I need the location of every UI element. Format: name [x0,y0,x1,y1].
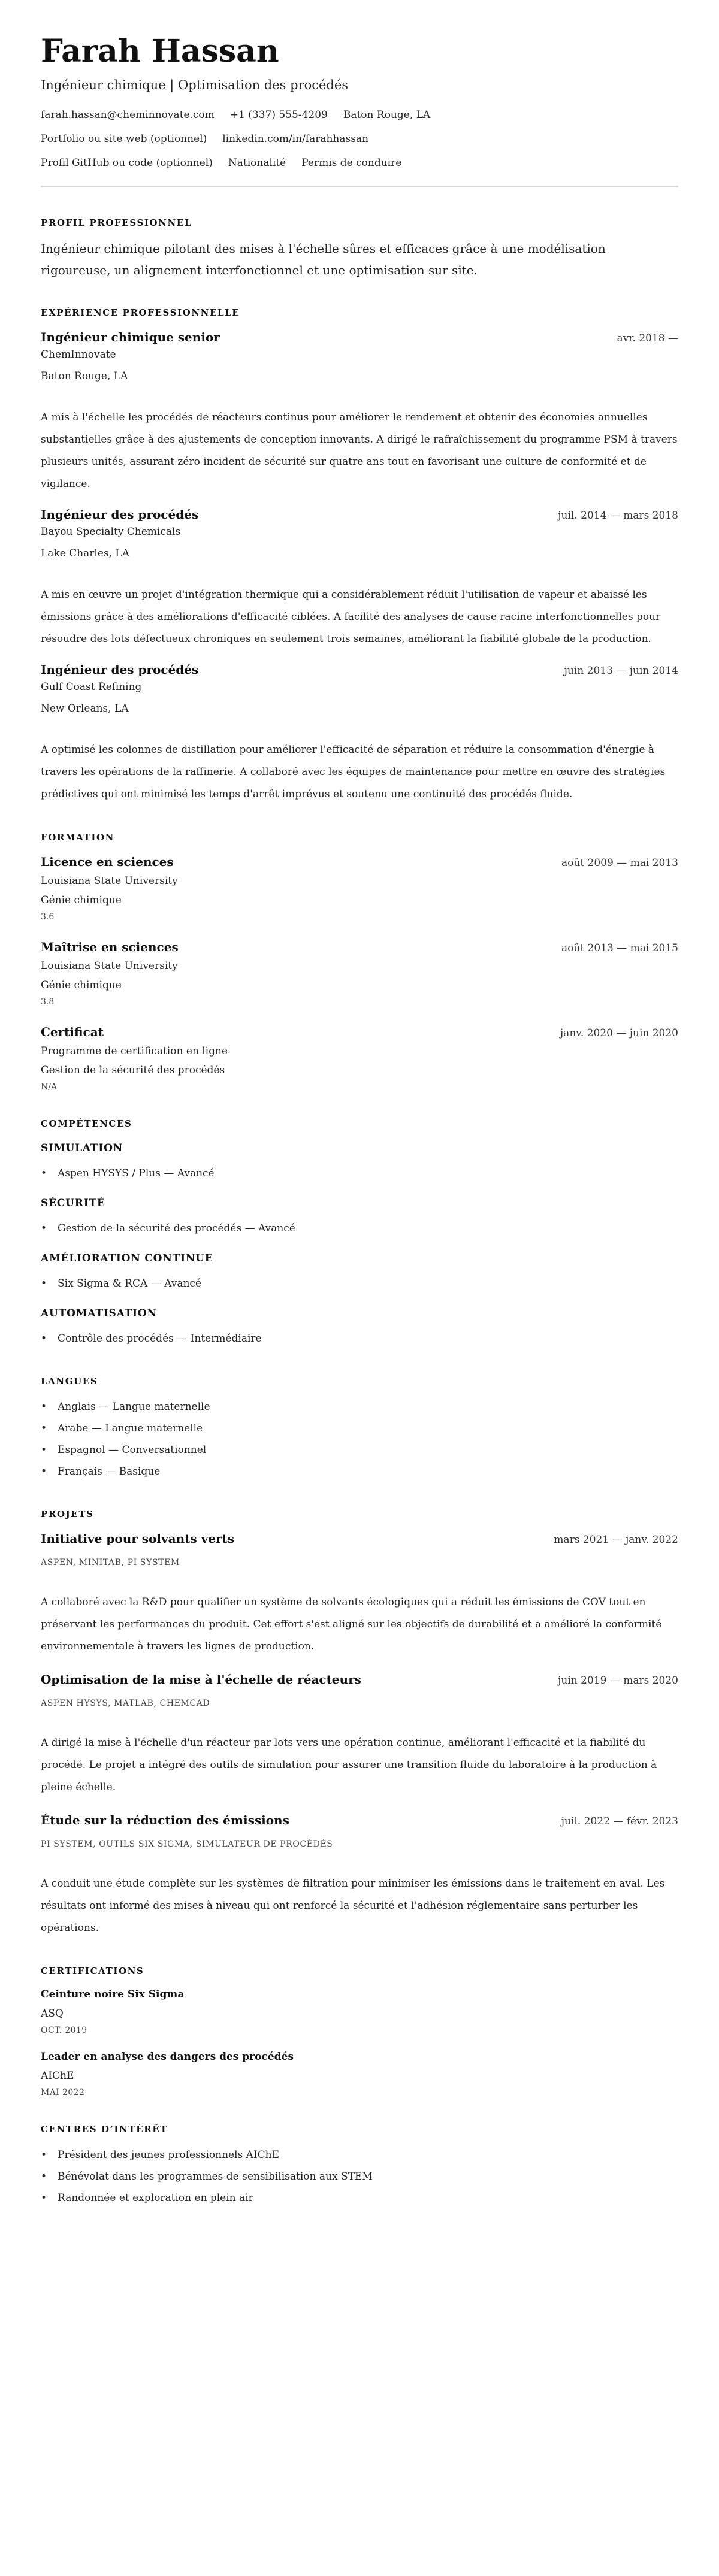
project-description: A dirigé la mise à l'échelle d'un réacteur par lots vers une opération continue, améliorant l'efficacité et la fiabilité du procédé. Le projet a intégré des outils de simulation pour assurer une transition fluide du laboratoire à la production à pleine échelle. [41,1736,657,1793]
skill-item: • Gestion de la sécurité des procédés — Avancé [41,1218,678,1239]
education-item [41,940,678,1007]
project-tech-stack: ASPEN, MINITAB, PI SYSTEM [41,1557,180,1567]
contact-location: Baton Rouge, LA [343,108,431,121]
section-education [41,832,678,1092]
skill-category-name: AMÉLIORATION CONTINUE [41,1252,213,1264]
contact-phone[interactable]: +1 (337) 555-4209 [229,108,328,121]
certification-issuer: AIChE [41,2069,74,2082]
gpa-value: N/A [41,1082,58,1092]
section-title-skills: COMPÉTENCES [41,1118,132,1129]
skill-category [41,1142,678,1184]
experience-item [41,330,678,495]
education-item [41,855,678,922]
candidate-headline: Ingénieur chimique | Optimisation des procédés [41,77,349,92]
job-company: ChemInnovate [41,348,116,361]
section-title-experience: EXPÉRIENCE PROFESSIONNELLE [41,307,240,318]
job-description: A mis en œuvre un projet d'intégration thermique qui a considérablement réduit l'utilisation de vapeur et abaissé les émissions grâce à des améliorations d'efficacité ciblées. A facilité des analyses de cause racine interfonctionnelles pour résoudre des lots défectueux chroniques en seulement trois semaines, améliorant la fiabilité globale de la production. [41,588,661,645]
project-dates: juil. 2022 — févr. 2023 [561,1815,678,1827]
degree-title: Maîtrise en sciences [41,939,179,954]
school-name: Louisiana State University [41,874,178,887]
section-title-education: FORMATION [41,831,114,843]
job-description: A optimisé les colonnes de distillation pour améliorer l'efficacité de séparation et réduire la consommation d'énergie à travers les opérations de la raffinerie. A collaboré avec les équipes de maintenance pour mettre en œuvre des stratégies prédictives qui ont minimisé les temps d'arrêt imprévus et soutenu une continuité des procédés fluide. [41,743,666,800]
job-company: Bayou Specialty Chemicals [41,525,181,538]
project-dates: juin 2019 — mars 2020 [558,1674,678,1687]
language-item: • Anglais — Langue maternelle [41,1396,678,1418]
section-skills [41,1118,678,1349]
degree-dates: janv. 2020 — juin 2020 [560,1027,678,1039]
job-location: Lake Charles, LA [41,547,130,559]
job-dates: juin 2013 — juin 2014 [564,664,678,677]
field-of-study: Génie chimique [41,979,122,991]
section-interests [41,2124,678,2209]
section-certifications [41,1966,678,2097]
contact-row-primary [41,109,678,121]
contact-linkedin[interactable]: linkedin.com/in/farahhassan [222,132,369,145]
skill-item: • Aspen HYSYS / Plus — Avancé [41,1163,678,1184]
contact-row-extra [41,157,678,169]
field-of-study: Génie chimique [41,894,122,906]
resume-header [41,34,678,169]
project-name: Étude sur la réduction des émissions [41,1812,289,1827]
job-dates: avr. 2018 — [617,332,678,344]
degree-title: Certificat [41,1024,104,1039]
project-tech-stack: ASPEN HYSYS, MATLAB, CHEMCAD [41,1698,210,1708]
section-title-projects: PROJETS [41,1508,94,1519]
project-tech-stack: PI SYSTEM, OUTILS SIX SIGMA, SIMULATEUR DE PROCÉDÉS [41,1839,333,1849]
skill-category-name: AUTOMATISATION [41,1307,157,1319]
certification-date: OCT. 2019 [41,2025,87,2035]
certification-issuer: ASQ [41,2007,64,2020]
skill-category [41,1197,678,1239]
skill-category [41,1307,678,1349]
contact-nationality: Nationalité [228,156,286,169]
candidate-name: Farah Hassan [41,33,279,69]
certification-name: Leader en analyse des dangers des procédés [41,2050,294,2063]
interest-item: • Bénévolat dans les programmes de sensibilisation aux STEM [41,2166,678,2187]
gpa-value: 3.6 [41,912,55,922]
section-experience [41,307,678,806]
contact-portfolio[interactable]: Portfolio ou site web (optionnel) [41,132,207,145]
job-title: Ingénieur des procédés [41,662,199,677]
interest-item: • Président des jeunes professionnels AIChE [41,2144,678,2166]
degree-dates: août 2013 — mai 2015 [561,942,678,954]
job-location: New Orleans, LA [41,702,129,715]
section-title-summary: PROFIL PROFESSIONNEL [41,217,192,228]
contact-row-links [41,133,678,145]
language-item: • Arabe — Langue maternelle [41,1418,678,1439]
skill-category-name: SÉCURITÉ [41,1197,105,1209]
section-projects [41,1509,678,1939]
section-title-languages: LANGUES [41,1375,98,1387]
job-dates: juil. 2014 — mars 2018 [558,509,678,522]
job-title: Ingénieur chimique senior [41,329,220,344]
skill-item: • Six Sigma & RCA — Avancé [41,1273,678,1294]
contact-driving-license: Permis de conduire [301,156,402,169]
field-of-study: Gestion de la sécurité des procédés [41,1064,225,1076]
job-company: Gulf Coast Refining [41,680,142,693]
job-location: Baton Rouge, LA [41,370,128,382]
skill-item: • Contrôle des procédés — Intermédiaire [41,1328,678,1349]
project-name: Optimisation de la mise à l'échelle de réacteurs [41,1672,361,1687]
contact-github[interactable]: Profil GitHub ou code (optionnel) [41,156,213,169]
project-name: Initiative pour solvants verts [41,1531,234,1546]
project-dates: mars 2021 — janv. 2022 [554,1533,678,1546]
language-item: • Français — Basique [41,1461,678,1482]
experience-item [41,507,678,650]
language-item: • Espagnol — Conversationnel [41,1439,678,1461]
skill-category [41,1252,678,1294]
section-summary [41,217,678,281]
certification-item [41,2051,678,2097]
gpa-value: 3.8 [41,997,55,1007]
project-item [41,1813,678,1939]
contact-email[interactable]: farah.hassan@cheminnovate.com [41,108,215,121]
summary-text: Ingénieur chimique pilotant des mises à l'échelle sûres et efficaces grâce à une modélisation rigoureuse, un alignement interfonctionnel et une optimisation sur site. [41,241,606,277]
education-item [41,1025,678,1092]
job-description: A mis à l'échelle les procédés de réacteurs continus pour améliorer le rendement et obtenir des économies annuelles substantielles grâce à des ajustements de conception innovants. A dirigé le rafraîchissement du programme PSM à travers plusieurs unités, assurant zéro incident de sécurité sur quatre ans tout en favorisant une culture de conformité et de vigilance. [41,411,678,490]
header-divider [41,186,678,187]
interest-item: • Randonnée et exploration en plein air [41,2187,678,2209]
project-description: A collaboré avec la R&D pour qualifier un système de solvants écologiques qui a réduit les émissions de COV tout en préservant les performances du produit. Cet effort s'est aligné sur les objectifs de durabilité et a amélioré la conformité environnementale à travers les lignes de production. [41,1596,662,1652]
section-languages [41,1376,678,1482]
certification-date: MAI 2022 [41,2087,85,2097]
job-title: Ingénieur des procédés [41,507,199,522]
section-title-certifications: CERTIFICATIONS [41,1965,144,1976]
school-name: Louisiana State University [41,959,178,972]
skill-category-name: SIMULATION [41,1142,123,1154]
experience-item [41,662,678,806]
school-name: Programme de certification en ligne [41,1045,228,1057]
project-item [41,1531,678,1658]
section-title-interests: CENTRES D’INTÉRÊT [41,2123,168,2135]
project-item [41,1672,678,1799]
certification-item [41,1988,678,2035]
certification-name: Ceinture noire Six Sigma [41,1988,185,2000]
degree-dates: août 2009 — mai 2013 [561,856,678,869]
project-description: A conduit une étude complète sur les systèmes de filtration pour minimiser les émissions dans le traitement en aval. Les résultats ont informé des mises à niveau qui ont renforcé la sécurité et l'adhésion réglementaire sans perturber les opérations. [41,1877,665,1934]
degree-title: Licence en sciences [41,854,174,869]
